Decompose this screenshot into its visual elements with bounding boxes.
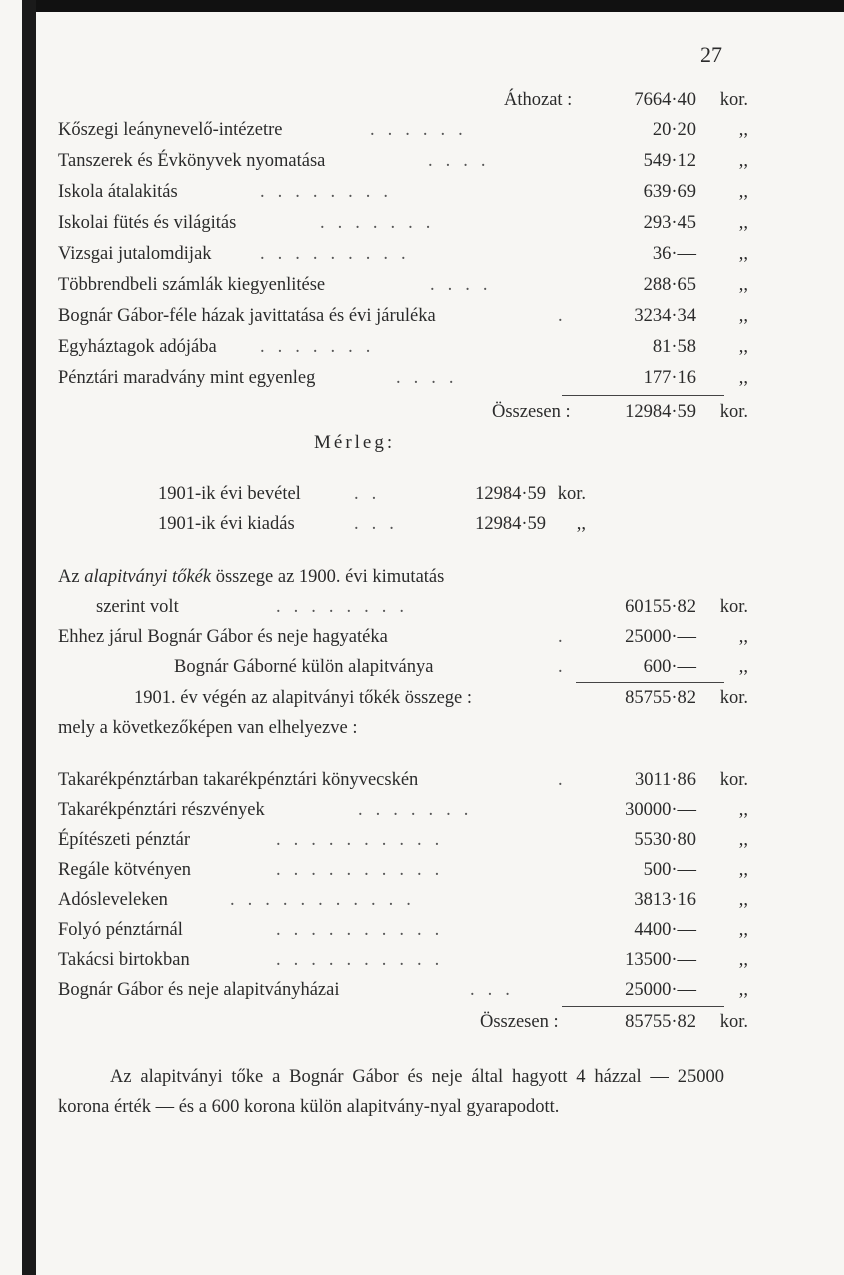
- placement-unit: ,,: [738, 950, 748, 970]
- capital-intro-post: összege az 1900. évi kimutatás: [211, 567, 445, 587]
- placement-amount: 500·—: [643, 860, 696, 880]
- merleg-row: [58, 514, 598, 538]
- merleg-row: [58, 484, 598, 508]
- expense-unit: ,,: [738, 306, 748, 326]
- placement-amount: 30000·—: [625, 800, 696, 820]
- placement-unit: ,,: [738, 830, 748, 850]
- carry-over-row: [58, 90, 748, 114]
- expense-row: [58, 244, 748, 268]
- expense-row: [58, 182, 748, 206]
- total-row: [58, 1012, 748, 1036]
- merleg-heading: Mérleg:: [314, 432, 396, 453]
- total-unit: kor.: [719, 1012, 748, 1032]
- capital-row: [58, 627, 748, 651]
- expense-unit: ,,: [738, 337, 748, 357]
- capital-total-row: [58, 688, 748, 712]
- placement-unit: ,,: [738, 920, 748, 940]
- capital-intro-pre: Az: [58, 567, 85, 587]
- placement-unit: ,,: [738, 980, 748, 1000]
- leader-dots: .........: [260, 244, 419, 264]
- carry-over-amount: 7664·40: [634, 90, 696, 110]
- leader-dots: ..........: [276, 830, 453, 850]
- leader-dots: ..........: [276, 860, 453, 880]
- placement-label: Folyó pénztárnál: [58, 920, 183, 940]
- scan-top-border: [22, 0, 844, 12]
- carry-over-label: Áthozat :: [504, 90, 573, 110]
- expense-unit: ,,: [738, 244, 748, 264]
- leader-dots: .: [558, 306, 576, 326]
- leader-dots: ..........: [276, 950, 453, 970]
- placement-label: Építészeti pénztár: [58, 830, 191, 850]
- total-amount: 85755·82: [625, 1012, 696, 1032]
- capital-unit: ,,: [738, 657, 748, 677]
- capital-unit: kor.: [719, 597, 748, 617]
- expense-unit: ,,: [738, 275, 748, 295]
- capital-unit: ,,: [738, 627, 748, 647]
- total-row: [58, 402, 748, 426]
- placement-label: Takácsi birtokban: [58, 950, 190, 970]
- expense-unit: ,,: [738, 182, 748, 202]
- expense-row: [58, 151, 748, 175]
- leader-dots: ...: [470, 980, 523, 1000]
- expense-label: Vizsgai jutalomdijak: [58, 244, 212, 264]
- document-page: [36, 12, 844, 1275]
- expense-row: [58, 337, 748, 361]
- expense-label: Egyháztagok adójába: [58, 337, 217, 357]
- expense-row: [58, 368, 748, 392]
- leader-dots: ....: [428, 151, 499, 171]
- placement-unit: ,,: [738, 890, 748, 910]
- expense-row: [58, 306, 748, 330]
- expense-amount: 549·12: [643, 151, 696, 171]
- expense-amount: 36·—: [652, 244, 696, 264]
- placement-unit: kor.: [719, 770, 748, 790]
- expense-label: Kőszegi leánynevelő-intézetre: [58, 120, 283, 140]
- capital-total-label: 1901. év végén az alapitványi tőkék összege :: [134, 688, 473, 708]
- scan-left-border: [22, 0, 36, 1275]
- placement-row: [58, 800, 748, 824]
- expense-unit: ,,: [738, 368, 748, 388]
- expense-row: [58, 120, 748, 144]
- leader-dots: ........: [260, 182, 401, 202]
- capital-row: [58, 597, 748, 621]
- merleg-unit: kor.: [557, 484, 586, 504]
- capital-amount: 25000·—: [625, 627, 696, 647]
- capital-row: [58, 657, 748, 681]
- placement-row: [58, 890, 748, 914]
- expense-row: [58, 213, 748, 237]
- leader-dots: .......: [260, 337, 384, 357]
- expense-unit: ,,: [738, 213, 748, 233]
- sum-rule: [562, 1006, 724, 1007]
- total-unit: kor.: [719, 402, 748, 422]
- total-label: Összesen :: [492, 402, 571, 422]
- leader-dots: ........: [276, 597, 417, 617]
- expense-amount: 293·45: [643, 213, 696, 233]
- expense-amount: 177·16: [643, 368, 696, 388]
- placement-intro: [58, 718, 748, 742]
- carry-over-unit: kor.: [719, 90, 748, 110]
- leader-dots: .: [558, 627, 576, 647]
- capital-label: Ehhez járul Bognár Gábor és neje hagyatéka: [58, 627, 388, 647]
- placement-row: [58, 860, 748, 884]
- placement-label: Adósleveleken: [58, 890, 168, 910]
- leader-dots: .: [558, 770, 576, 790]
- capital-intro-text: [58, 567, 444, 588]
- placement-label: Takarékpénztárban takarékpénztári könyvecskén: [58, 770, 419, 790]
- merleg-amount: 12984·59: [475, 514, 546, 534]
- leader-dots: ...: [354, 514, 407, 534]
- leader-dots: ......: [370, 120, 476, 140]
- capital-label: szerint volt: [96, 597, 179, 617]
- placement-label: Regále kötvényen: [58, 860, 192, 880]
- placement-amount: 13500·—: [625, 950, 696, 970]
- closing-paragraph: Az alapitványi tőke a Bognár Gábor és neje által hagyott 4 házzal — 25000 korona érték — és a 600 korona külön alapitvány-nyal gyarapodott.: [58, 1067, 724, 1117]
- placement-row: [58, 770, 748, 794]
- placement-unit: ,,: [738, 800, 748, 820]
- page-number: 27: [700, 42, 722, 67]
- merleg-amount: 12984·59: [475, 484, 546, 504]
- capital-amount: 600·—: [643, 657, 696, 677]
- placement-row: [58, 950, 748, 974]
- leader-dots: ...........: [230, 890, 424, 910]
- placement-row: [58, 830, 748, 854]
- leader-dots: ....: [396, 368, 467, 388]
- capital-label: Bognár Gáborné külön alapitványa: [174, 657, 434, 677]
- leader-dots: ..........: [276, 920, 453, 940]
- placement-unit: ,,: [738, 860, 748, 880]
- capital-intro: [58, 567, 748, 591]
- sum-rule: [562, 395, 724, 396]
- placement-label: Takarékpénztári részvények: [58, 800, 265, 820]
- merleg-label: 1901-ik évi bevétel: [158, 484, 301, 504]
- total-label: Összesen :: [480, 1012, 559, 1032]
- placement-intro-text: mely a következőképen van elhelyezve :: [58, 718, 358, 738]
- leader-dots: .......: [320, 213, 444, 233]
- placement-amount: 4400·—: [634, 920, 696, 940]
- expense-label: Tanszerek és Évkönyvek nyomatása: [58, 151, 326, 171]
- capital-total-amount: 85755·82: [625, 688, 696, 708]
- expense-unit: ,,: [738, 120, 748, 140]
- merleg-unit: ,,: [576, 514, 586, 534]
- capital-amount: 60155·82: [625, 597, 696, 617]
- expense-label: Többrendbeli számlák kiegyenlitése: [58, 275, 326, 295]
- placement-label: Bognár Gábor és neje alapitványházai: [58, 980, 340, 1000]
- merleg-label: 1901-ik évi kiadás: [158, 514, 295, 534]
- expense-label: Iskola átalakitás: [58, 182, 178, 202]
- placement-amount: 25000·—: [625, 980, 696, 1000]
- expense-amount: 639·69: [643, 182, 696, 202]
- leader-dots: .: [558, 657, 576, 677]
- leader-dots: .......: [358, 800, 482, 820]
- leader-dots: ....: [430, 275, 501, 295]
- placement-row: [58, 920, 748, 944]
- capital-total-unit: kor.: [719, 688, 748, 708]
- capital-intro-emphasis: alapitványi tőkék: [84, 567, 212, 587]
- placement-amount: 3813·16: [634, 890, 696, 910]
- sum-rule: [576, 682, 724, 683]
- expense-amount: 288·65: [643, 275, 696, 295]
- expense-label: Iskolai fütés és világitás: [58, 213, 237, 233]
- expense-label: Pénztári maradvány mint egyenleg: [58, 368, 316, 388]
- placement-amount: 5530·80: [634, 830, 696, 850]
- placement-row: [58, 980, 748, 1004]
- total-amount: 12984·59: [625, 402, 696, 422]
- expense-amount: 3234·34: [634, 306, 696, 326]
- expense-amount: 81·58: [652, 337, 696, 357]
- expense-amount: 20·20: [652, 120, 696, 140]
- placement-amount: 3011·86: [635, 770, 696, 790]
- expense-label: Bognár Gábor-féle házak javittatása és évi járuléka: [58, 306, 436, 326]
- leader-dots: ..: [354, 484, 390, 504]
- expense-unit: ,,: [738, 151, 748, 171]
- expense-row: [58, 275, 748, 299]
